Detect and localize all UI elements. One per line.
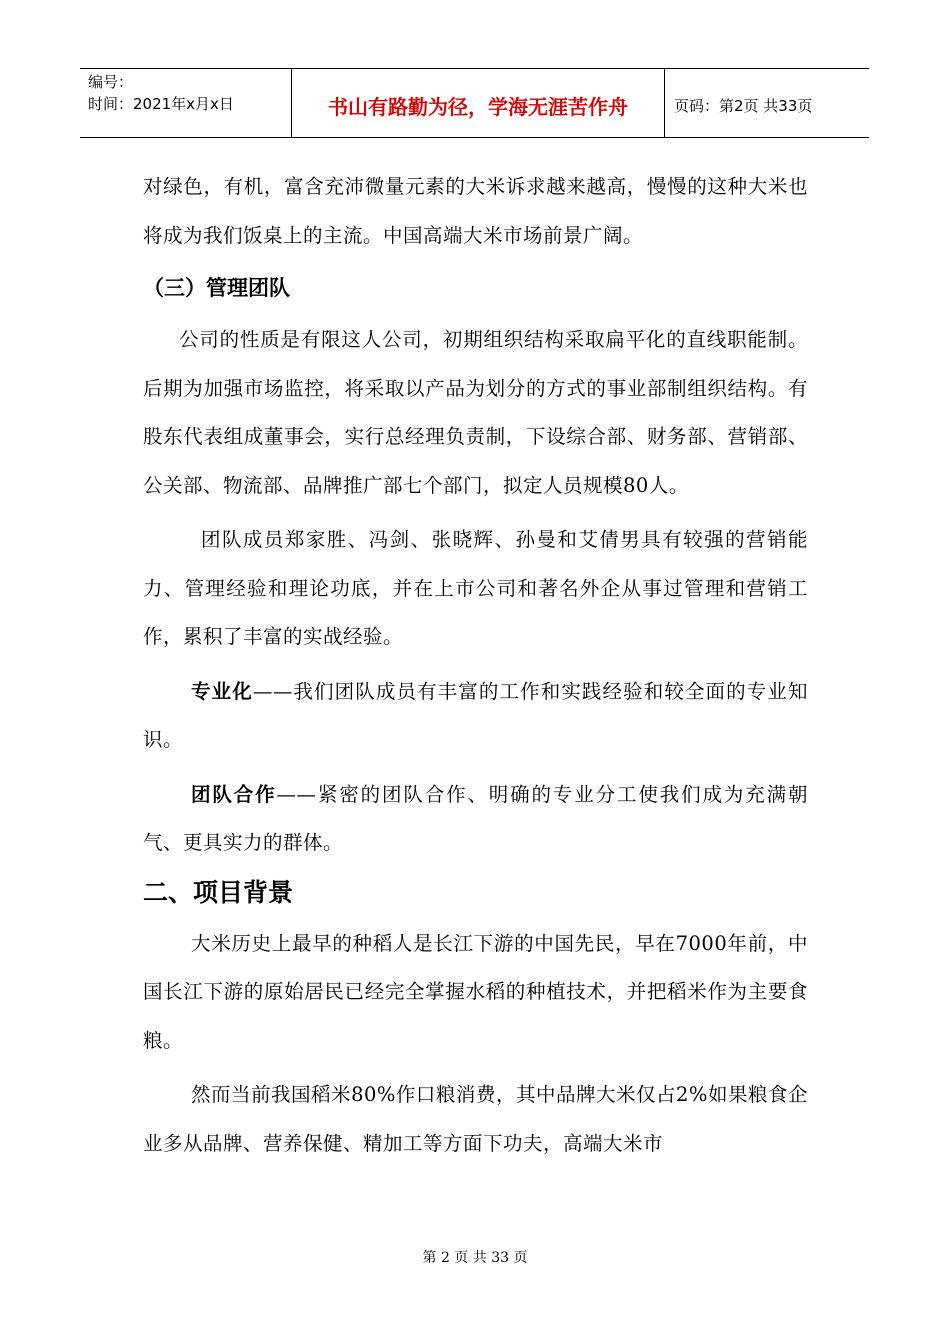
paragraph-5 [143,771,808,868]
paragraph-5-bold: 团队合作 [191,782,277,806]
header-meta [80,69,292,137]
header-motto: 书山有路勤为径，学海无涯苦作舟 [292,69,665,137]
paragraph-6: 大米历史上最早的种稻人是长江下游的中国先民，早在7000年前，中国长江下游的原始居民已经完全掌握水稻的种植技术，并把稻米作为主要食粮。 [143,931,808,1052]
paragraph-4-bold: 专业化 [191,679,253,703]
paragraph-2: 公司的性质是有限这人公司，初期组织结构采取扁平化的直线职能制。后期为加强市场监控，将采取以产品为划分的方式的事业部制组织结构。有股东代表组成董事会，实行总经理负责制，下设综合部、财务部、营销部、公关部、物流部、品牌推广部七个部门，拟定人员规模80人。 [143,328,808,497]
document-body [143,163,808,1168]
paragraph-1: 对绿色，有机，富含充沛微量元素的大米诉求越来越高，慢慢的这种大米也将成为我们饭桌上的主流。中国高端大米市场前景广阔。 [143,175,808,247]
document-time-label: 时间：2021年x月x日 [88,95,234,113]
paragraph-3: 团队成员郑家胜、冯剑、张晓辉、孙曼和艾倩男具有较强的营销能力、管理经验和理论功底，并在上市公司和著名外企从事过管理和营销工作，累积了丰富的实战经验。 [143,528,808,648]
chapter-2-title: 二、项目背景 [143,877,294,907]
header-page-label: 页码：第2页 共33页 [674,96,813,115]
paragraph-4 [143,668,808,765]
paragraph-7: 然而当前我国稻米80%作口粮消费，其中品牌大米仅占2%如果粮食企业多从品牌、营养保健、精加工等方面下功夫，高端大米市 [143,1083,808,1155]
section-3-title: （三）管理团队 [143,276,290,300]
paragraph-4-text: ——我们团队成员有丰富的工作和实践经验和较全面的专业知识。 [143,679,808,751]
document-number-label: 编号： [88,73,134,91]
page-header [80,68,869,138]
page-footer: 第 2 页 共 33 页 [422,1250,528,1266]
paragraph-5-text: ——紧密的团队合作、明确的专业分工使我们成为充满朝气、更具实力的群体。 [143,782,808,854]
